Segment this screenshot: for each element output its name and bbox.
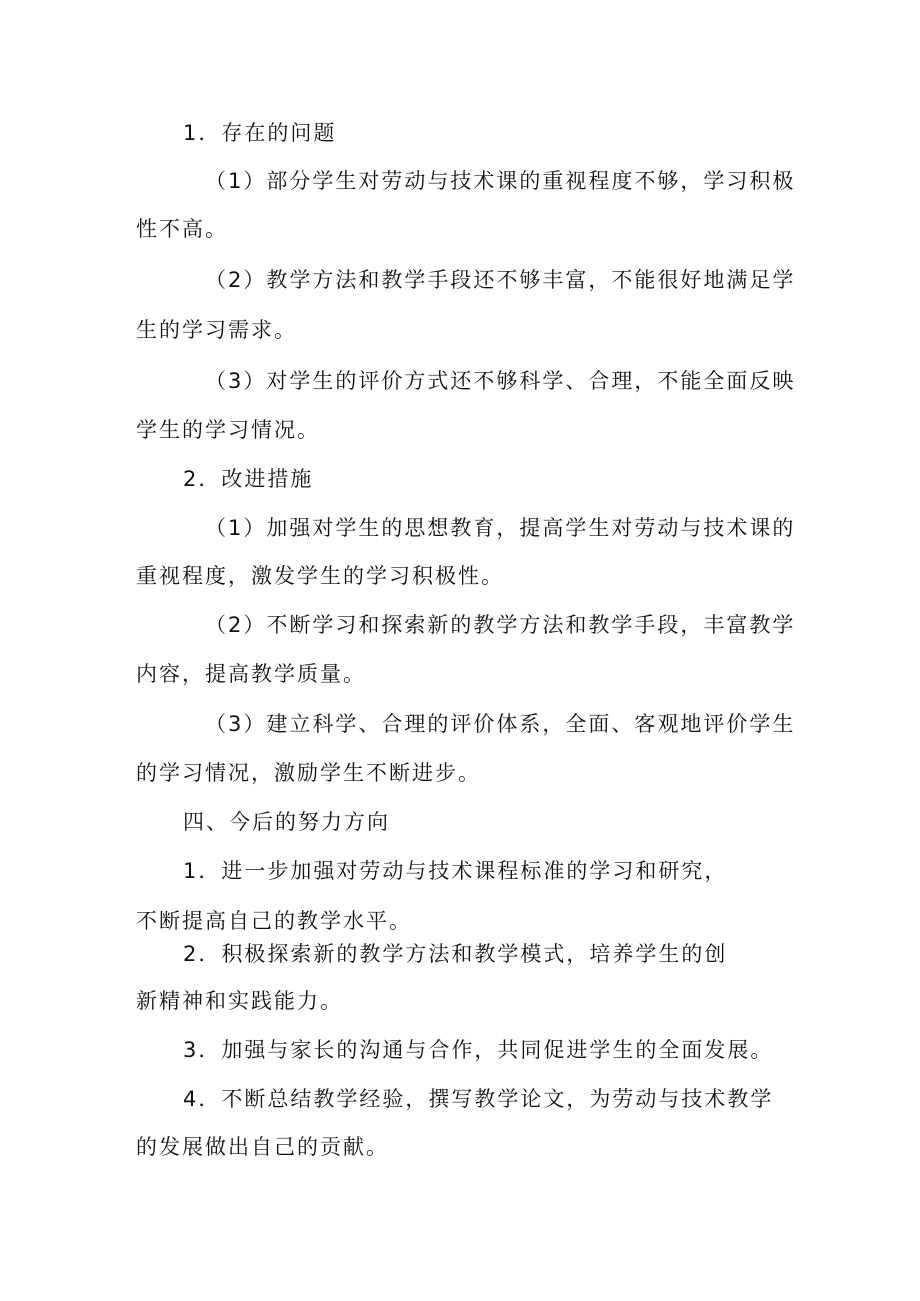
measures-heading: 2．改进措施 [183,467,314,491]
measure-2-line-1: （2）不断学习和探索新的教学方法和教学手段，丰富教学 [205,613,796,637]
future-2-line-1: 2．积极探索新的教学方法和教学模式，培养学生的创 [183,942,728,966]
problem-3-line-1: （3）对学生的评价方式还不够科学、合理，不能全面反映 [205,369,796,393]
problem-3-line-2: 学生的学习情况。 [136,418,320,442]
future-heading: 四、今后的努力方向 [183,810,390,834]
problem-1-line-1: （1）部分学生对劳动与技术课的重视程度不够，学习积极 [205,169,796,193]
measure-1-line-2: 重视程度，激发学生的学习积极性。 [136,564,504,588]
problems-heading: 1．存在的问题 [183,121,337,145]
future-1-line-1: 1．进一步加强对劳动与技术课程标准的学习和研究， [183,859,728,883]
problem-2-line-1: （2）教学方法和教学手段还不够丰富，不能很好地满足学 [205,268,796,292]
problem-2-line-2: 生的学习需求。 [136,318,297,342]
future-2-line-2: 新精神和实践能力。 [136,989,343,1013]
measure-2-line-2: 内容，提高教学质量。 [136,662,366,686]
measure-3-line-1: （3）建立科学、合理的评价体系，全面、客观地评价学生 [205,712,796,736]
measure-1-line-1: （1）加强对学生的思想教育，提高学生对劳动与技术课的 [205,516,796,540]
future-3-line-1: 3．加强与家长的沟通与合作，共同促进学生的全面发展。 [183,1038,774,1062]
future-4-line-1: 4．不断总结教学经验，撰写教学论文，为劳动与技术教学 [183,1087,774,1111]
problem-1-line-2: 性不高。 [136,217,228,241]
future-1-line-2: 不断提高自己的教学水平。 [136,909,412,933]
future-4-line-2: 的发展做出自己的贡献。 [136,1135,389,1159]
measure-3-line-2: 的学习情况，激励学生不断进步。 [136,761,481,785]
